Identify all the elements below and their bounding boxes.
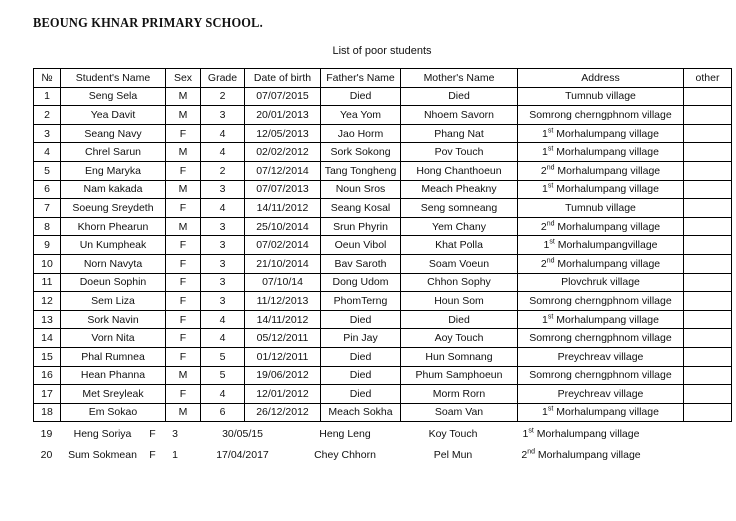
table-cell — [684, 180, 732, 199]
table-cell: M — [166, 217, 201, 236]
table-cell: 07/10/14 — [245, 273, 321, 292]
table-cell: 25/10/2014 — [245, 217, 321, 236]
table-cell — [684, 217, 732, 236]
table-cell: 12/05/2013 — [245, 124, 321, 143]
table-cell: Em Sokao — [61, 403, 166, 422]
table-cell: 3 — [201, 254, 245, 273]
students-table — [33, 68, 732, 422]
table-row — [34, 143, 732, 162]
table-cell: 3 — [201, 292, 245, 311]
table-cell: Phal Rumnea — [61, 347, 166, 366]
table-cell: 1st Morhalumpangvillage — [518, 236, 684, 255]
table-cell: 02/02/2012 — [245, 143, 321, 162]
table-cell: F — [166, 385, 201, 404]
table-cell: Soam Van — [401, 403, 518, 422]
table-cell: Khat Polla — [401, 236, 518, 255]
table-cell: 3 — [201, 273, 245, 292]
list-title: List of poor students — [332, 45, 432, 57]
table-cell: 18 — [34, 403, 61, 422]
table-cell: Died — [401, 310, 518, 329]
table-row — [34, 199, 732, 218]
table-row — [33, 423, 731, 445]
table-cell — [684, 124, 732, 143]
table-cell: M — [166, 106, 201, 125]
table-cell: Tang Tongheng — [321, 161, 401, 180]
table-cell: 12/01/2012 — [245, 385, 321, 404]
table-cell: 3 — [34, 124, 61, 143]
table-cell: Seng somneang — [401, 199, 518, 218]
table-cell: 14 — [34, 329, 61, 348]
table-cell: 16 — [34, 366, 61, 385]
table-cell: 2 — [201, 87, 245, 106]
table-cell: 1 — [34, 87, 61, 106]
table-cell: Norn Navyta — [61, 254, 166, 273]
table-cell: Oeun Vibol — [321, 236, 401, 255]
table-cell: 6 — [34, 180, 61, 199]
table-cell: Hong Chanthoeun — [401, 161, 518, 180]
table-cell: Jao Horm — [321, 124, 401, 143]
column-header: Student's Name — [61, 69, 166, 88]
table-cell: 2 — [201, 161, 245, 180]
column-header: Date of birth — [245, 69, 321, 88]
table-cell: F — [149, 449, 156, 462]
table-cell: Hun Somnang — [401, 347, 518, 366]
extra-students-table-body — [33, 423, 731, 466]
table-cell: 11 — [34, 273, 61, 292]
table-cell: 19 — [40, 427, 53, 440]
table-cell: M — [166, 403, 201, 422]
table-row — [34, 347, 732, 366]
table-cell — [684, 366, 732, 385]
table-cell: PhomTerng — [321, 292, 401, 311]
table-row — [34, 385, 732, 404]
table-cell: Tumnub village — [518, 199, 684, 218]
table-cell: 3 — [201, 180, 245, 199]
table-cell: Sem Liza — [61, 292, 166, 311]
table-cell: 07/02/2014 — [245, 236, 321, 255]
table-cell: Yea Davit — [61, 106, 166, 125]
table-cell — [684, 273, 732, 292]
table-cell — [684, 254, 732, 273]
table-cell: Pov Touch — [401, 143, 518, 162]
table-cell: Nam kakada — [61, 180, 166, 199]
table-cell: Heng Soriya — [73, 427, 132, 440]
table-cell: Dong Udom — [321, 273, 401, 292]
table-cell: 21/10/2014 — [245, 254, 321, 273]
table-cell: Seng Sela — [61, 87, 166, 106]
table-cell: 9 — [34, 236, 61, 255]
table-cell: F — [166, 310, 201, 329]
table-cell — [684, 385, 732, 404]
table-cell: 19/06/2012 — [245, 366, 321, 385]
table-cell: 1st Morhalumpang village — [518, 310, 684, 329]
table-cell: Srun Phyrin — [321, 217, 401, 236]
column-header: № — [34, 69, 61, 88]
table-cell: Koy Touch — [428, 427, 478, 440]
table-cell: Sork Sokong — [321, 143, 401, 162]
table-row — [34, 329, 732, 348]
table-row — [34, 292, 732, 311]
table-cell: Died — [321, 385, 401, 404]
table-cell: F — [166, 292, 201, 311]
table-cell — [684, 236, 732, 255]
column-header: Mother's Name — [401, 69, 518, 88]
column-header: Grade — [201, 69, 245, 88]
table-cell: 07/07/2015 — [245, 87, 321, 106]
table-cell: 4 — [201, 385, 245, 404]
table-cell: F — [166, 236, 201, 255]
table-row — [34, 254, 732, 273]
table-cell: M — [166, 143, 201, 162]
table-cell — [684, 87, 732, 106]
table-row — [34, 217, 732, 236]
table-cell: Khorn Phearun — [61, 217, 166, 236]
table-cell: 4 — [201, 329, 245, 348]
table-cell: 4 — [201, 143, 245, 162]
table-cell: Soam Voeun — [401, 254, 518, 273]
table-cell: 3 — [201, 217, 245, 236]
column-header: Address — [518, 69, 684, 88]
table-cell: 5 — [201, 366, 245, 385]
table-row — [34, 236, 732, 255]
table-cell: 3 — [201, 236, 245, 255]
table-cell: Pel Mun — [433, 449, 473, 462]
table-cell: M — [166, 180, 201, 199]
table-cell: Somrong cherngphnom village — [518, 106, 684, 125]
table-cell: 4 — [201, 199, 245, 218]
table-cell: Aoy Touch — [401, 329, 518, 348]
table-cell: Pin Jay — [321, 329, 401, 348]
table-cell: Chrel Sarun — [61, 143, 166, 162]
table-cell: Chhon Sophy — [401, 273, 518, 292]
table-cell: Bav Saroth — [321, 254, 401, 273]
table-cell: 13 — [34, 310, 61, 329]
table-cell: Died — [321, 366, 401, 385]
table-cell: M — [166, 366, 201, 385]
table-cell: Hean Phanna — [61, 366, 166, 385]
table-row — [34, 180, 732, 199]
table-cell: Somrong cherngphnom village — [518, 292, 684, 311]
table-cell: 17/04/2017 — [216, 449, 269, 462]
table-cell: 05/12/2011 — [245, 329, 321, 348]
table-cell: Noun Sros — [321, 180, 401, 199]
table-cell: Sum Sokmean — [68, 449, 137, 462]
table-row — [34, 310, 732, 329]
table-cell — [684, 199, 732, 218]
table-cell: Tumnub village — [518, 87, 684, 106]
table-cell: Preychreav village — [518, 347, 684, 366]
table-cell: Houn Som — [401, 292, 518, 311]
table-cell: 12 — [34, 292, 61, 311]
table-cell: Seang Kosal — [321, 199, 401, 218]
table-cell: 1st Morhalumpang village — [522, 427, 640, 440]
table-row — [34, 87, 732, 106]
table-cell: 07/07/2013 — [245, 180, 321, 199]
table-cell: 1 — [172, 449, 178, 462]
table-cell: 7 — [34, 199, 61, 218]
table-cell: 4 — [201, 310, 245, 329]
table-cell: Meach Sokha — [321, 403, 401, 422]
table-cell — [684, 347, 732, 366]
students-table-body — [34, 87, 732, 422]
table-cell: Plovchruk village — [518, 273, 684, 292]
table-cell: Died — [321, 87, 401, 106]
table-cell: 20/01/2013 — [245, 106, 321, 125]
table-cell: 14/11/2012 — [245, 199, 321, 218]
table-cell: Phum Samphoeun — [401, 366, 518, 385]
table-cell: Meach Pheakny — [401, 180, 518, 199]
table-cell: Died — [401, 87, 518, 106]
table-cell — [684, 143, 732, 162]
table-cell: 4 — [201, 124, 245, 143]
table-cell: 20 — [40, 449, 53, 462]
table-cell — [684, 106, 732, 125]
table-cell: Doeun Sophin — [61, 273, 166, 292]
column-header: other — [684, 69, 732, 88]
table-cell: 1st Morhalumpang village — [518, 180, 684, 199]
table-cell: Yem Chany — [401, 217, 518, 236]
table-cell: M — [166, 87, 201, 106]
table-cell: Heng Leng — [319, 427, 371, 440]
table-cell: 6 — [201, 403, 245, 422]
table-cell: F — [166, 199, 201, 218]
table-cell: Preychreav village — [518, 385, 684, 404]
header-row — [34, 69, 732, 88]
table-cell — [684, 310, 732, 329]
table-cell: 01/12/2011 — [245, 347, 321, 366]
table-cell: Yea Yom — [321, 106, 401, 125]
table-cell: 8 — [34, 217, 61, 236]
extra-students-table — [33, 423, 731, 466]
table-row — [34, 106, 732, 125]
table-cell: Morm Rorn — [401, 385, 518, 404]
table-cell: 1st Morhalumpang village — [518, 403, 684, 422]
table-cell: F — [166, 329, 201, 348]
table-cell — [684, 292, 732, 311]
table-row — [34, 273, 732, 292]
table-cell: 1st Morhalumpang village — [518, 143, 684, 162]
table-cell: 15 — [34, 347, 61, 366]
table-cell: 2nd Morhalumpang village — [518, 217, 684, 236]
table-cell: F — [166, 273, 201, 292]
table-cell: Sork Navin — [61, 310, 166, 329]
table-cell: 2nd Morhalumpang village — [518, 161, 684, 180]
table-cell: Eng Maryka — [61, 161, 166, 180]
table-cell — [651, 423, 731, 445]
table-cell: Soeung Sreydeth — [61, 199, 166, 218]
table-cell: 2nd Morhalumpang village — [521, 448, 641, 462]
table-cell: 10 — [34, 254, 61, 273]
table-cell: 26/12/2012 — [245, 403, 321, 422]
table-cell: 17 — [34, 385, 61, 404]
table-cell: 14/11/2012 — [245, 310, 321, 329]
table-cell: F — [166, 347, 201, 366]
column-header: Father's Name — [321, 69, 401, 88]
table-cell: Phang Nat — [401, 124, 518, 143]
table-cell: 11/12/2013 — [245, 292, 321, 311]
table-cell: Chey Chhorn — [314, 449, 376, 462]
table-cell: 2nd Morhalumpang village — [518, 254, 684, 273]
column-header: Sex — [166, 69, 201, 88]
table-cell: F — [166, 161, 201, 180]
table-cell: Met Sreyleak — [61, 385, 166, 404]
table-cell: 1st Morhalumpang village — [518, 124, 684, 143]
table-row — [34, 124, 732, 143]
table-cell — [684, 403, 732, 422]
table-cell: Seang Navy — [61, 124, 166, 143]
table-cell — [651, 445, 731, 467]
table-cell: F — [166, 124, 201, 143]
school-name: BEOUNG KHNAR PRIMARY SCHOOL. — [33, 15, 263, 30]
table-row — [34, 403, 732, 422]
table-row — [34, 161, 732, 180]
table-cell: 2 — [34, 106, 61, 125]
table-cell: F — [166, 254, 201, 273]
table-cell: Died — [321, 310, 401, 329]
table-cell: 3 — [172, 427, 178, 440]
table-cell: 30/05/15 — [222, 427, 263, 440]
table-cell — [684, 161, 732, 180]
table-cell: Un Kumpheak — [61, 236, 166, 255]
table-cell: Somrong cherngphnom village — [518, 366, 684, 385]
table-cell: Somrong cherngphnom village — [518, 329, 684, 348]
table-cell: Died — [321, 347, 401, 366]
table-cell: Vorn Nita — [61, 329, 166, 348]
table-row — [33, 445, 731, 467]
table-cell: 5 — [201, 347, 245, 366]
table-cell: 3 — [201, 106, 245, 125]
table-row — [34, 366, 732, 385]
table-cell: 5 — [34, 161, 61, 180]
table-cell — [684, 329, 732, 348]
table-cell: 07/12/2014 — [245, 161, 321, 180]
table-cell: Nhoem Savorn — [401, 106, 518, 125]
table-cell: F — [149, 427, 156, 440]
table-cell: 4 — [34, 143, 61, 162]
